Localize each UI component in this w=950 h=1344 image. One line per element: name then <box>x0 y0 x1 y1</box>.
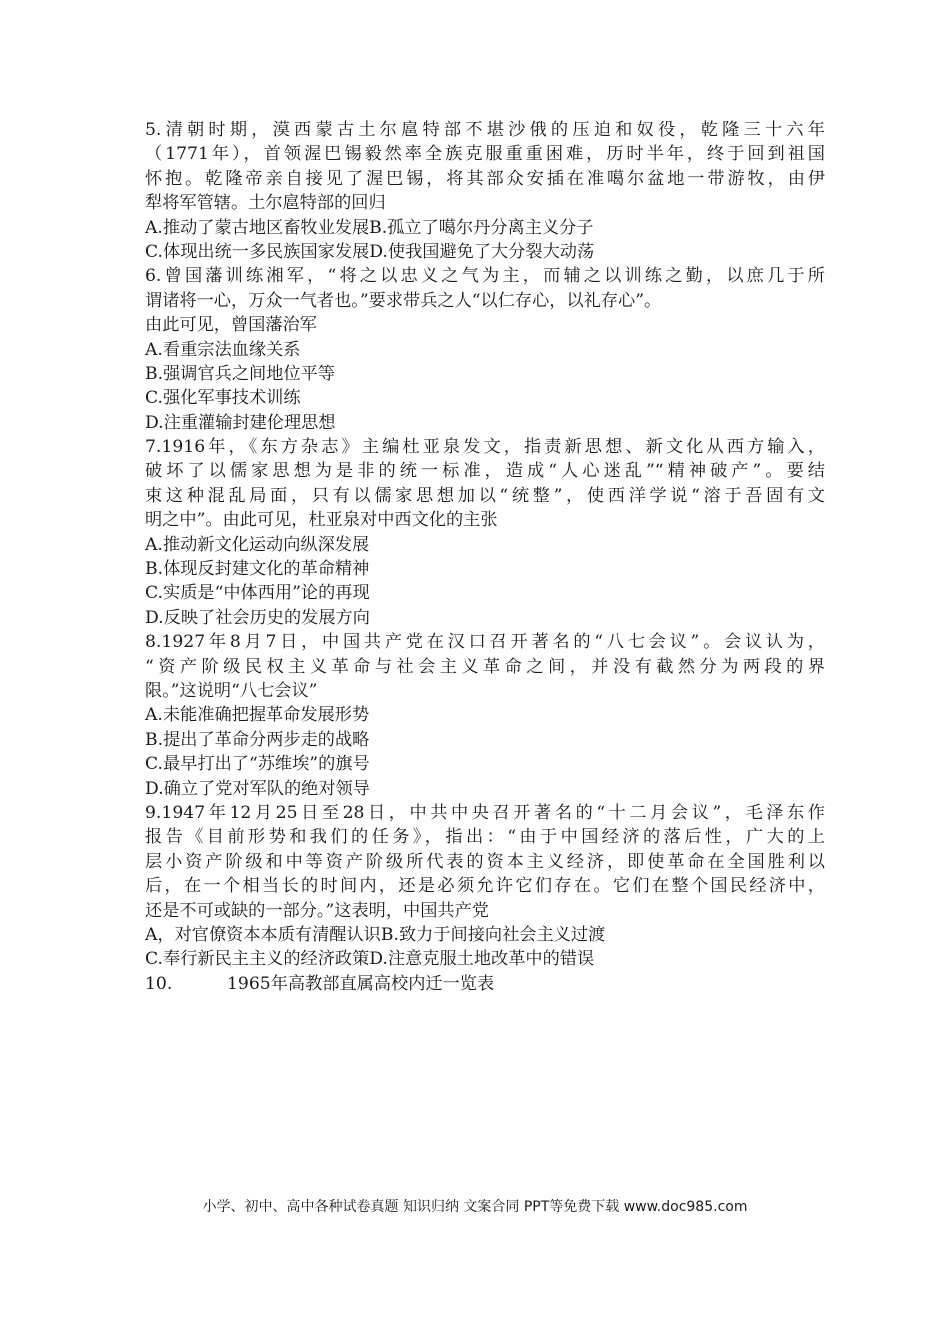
answer-option-a: A.看重宗法血缘关系 <box>145 339 301 360</box>
question-6 <box>145 264 825 435</box>
question-text-line: 报告《目前形势和我们的任务》，指出：“由于中国经济的落后性，广大的上 <box>145 827 825 848</box>
question-text-line: （1771年），首领渥巴锡毅然率全族克服重重困难，历时半年，终于回到祖国 <box>145 144 825 165</box>
question-text-line: 9.1947年12月25日至28日，中共中央召开著名的“十二月会议”，毛泽东作 <box>145 802 825 823</box>
question-text-line: 8.1927年8月7日，中国共产党在汉口召开著名的“八七会议”。会议认为， <box>145 632 825 653</box>
question-10 <box>145 972 825 996</box>
answer-option-a: A.推动新文化运动向纵深发展 <box>145 534 370 555</box>
question-text-line: 束这种混乱局面，只有以儒家思想加以“统整”，使西洋学说“溶于吾固有文 <box>145 485 825 506</box>
answer-option-line: C.奉行新民主主义的经济政策D.注意克服土地改革中的错误 <box>145 949 595 970</box>
question-9 <box>145 801 825 972</box>
page-footer: 小学、初中、高中各种试卷真题 知识归纳 文案合同 PPT等免费下载 www.doc985.com <box>202 1199 748 1215</box>
question-text-line: 怀抱。乾隆帝亲自接见了渥巴锡，将其部众安插在准噶尔盆地一带游牧，由伊 <box>145 168 825 189</box>
question-text-line: “资产阶级民权主义革命与社会主义革命之间，并没有截然分为两段的界 <box>145 656 825 677</box>
answer-option-c: C.实质是“中体西用”论的再现 <box>145 583 370 604</box>
answer-option-c: C.最早打出了“苏维埃”的旗号 <box>145 754 370 775</box>
answer-option-line: A，对官僚资本本质有清醒认识B.致力于间接向社会主义过渡 <box>145 924 606 945</box>
question-text-line: 7.1916年，《东方杂志》主编杜亚泉发文，指责新思想、新文化从西方输入， <box>145 437 825 458</box>
question-number: 10. <box>145 973 173 994</box>
question-text-line: 后，在一个相当长的时间内，还是必须允许它们存在。它们在整个国民经济中， <box>145 876 825 897</box>
answer-option-b: B.强调官兵之间地位平等 <box>145 363 335 384</box>
answer-option-line: C.体现出统一多民族国家发展D.使我国避免了大分裂大动荡 <box>145 241 595 262</box>
question-text-line: 破坏了以儒家思想为是非的统一标准，造成“人心迷乱”“精神破产”。要结 <box>145 461 825 482</box>
question-text-line: 层小资产阶级和中等资产阶级所代表的资本主义经济，即使革命在全国胜利以 <box>145 851 825 872</box>
answer-option-line: A.推动了蒙古地区畜牧业发展B.孤立了噶尔丹分离主义分子 <box>145 217 594 238</box>
answer-option-b: B.体现反封建文化的革命精神 <box>145 559 370 580</box>
answer-option-b: B.提出了革命分两步走的战略 <box>145 729 370 750</box>
question-7 <box>145 435 825 630</box>
table-title: 1965年高教部直属高校内迁一览表 <box>227 973 495 994</box>
question-text-line: 还是不可或缺的一部分。”这表明，中国共产党 <box>145 900 489 921</box>
answer-option-d: D.反映了社会历史的发展方向 <box>145 607 370 628</box>
question-text-line: 谓诸将一心，万众一气者也。”要求带兵之人“以仁存心，以礼存心”。 <box>145 290 662 311</box>
question-text-line: 明之中”。由此可见，杜亚泉对中西文化的主张 <box>145 510 498 531</box>
exam-page-content <box>145 118 825 996</box>
question-text-line: 6.曾国藩训练湘军，“将之以忠义之气为主，而辅之以训练之勤，以庶几于所 <box>145 266 825 287</box>
answer-option-d: D.确立了党对军队的绝对领导 <box>145 778 370 799</box>
question-text-line: 犁将军管辖。土尔扈特部的回归 <box>145 193 386 214</box>
question-text-line: 限。”这说明“八七会议” <box>145 680 318 701</box>
question-5 <box>145 118 825 264</box>
question-8 <box>145 630 825 801</box>
answer-option-a: A.未能准确把握革命发展形势 <box>145 705 370 726</box>
answer-option-d: D.注重灌输封建伦理思想 <box>145 412 336 433</box>
question-text-line: 由此可见，曾国藩治军 <box>145 315 317 336</box>
question-text-line: 5.清朝时期，漠西蒙古土尔扈特部不堪沙俄的压迫和奴役，乾隆三十六年 <box>145 120 825 140</box>
answer-option-c: C.强化军事技术训练 <box>145 388 301 409</box>
